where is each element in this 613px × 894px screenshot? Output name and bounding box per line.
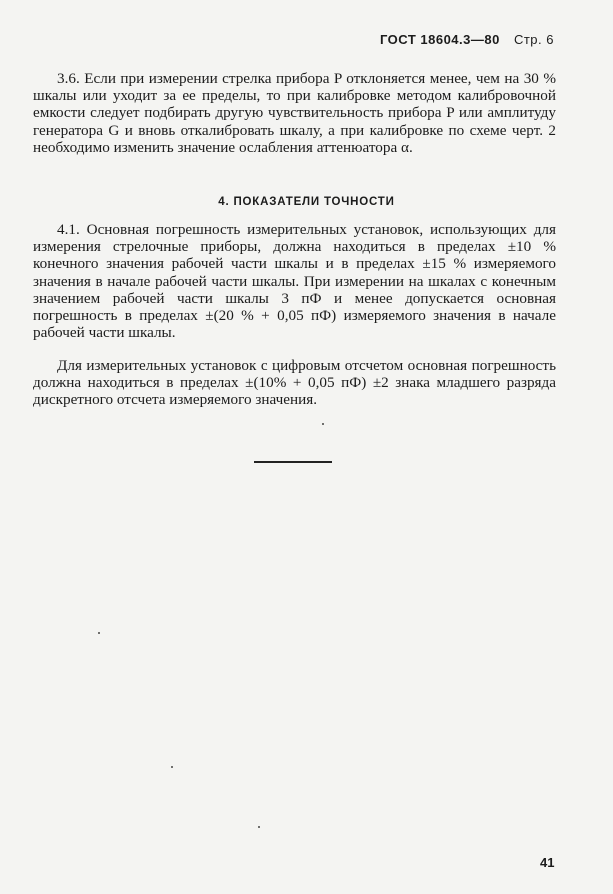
divider-rule — [254, 461, 332, 463]
standard-number: ГОСТ 18604.3—80 — [379, 32, 500, 47]
paragraph-3-6 — [33, 70, 556, 156]
paragraph-4-1-text: 4.1. Основная погрешность измерительных установок, использующих для измерения стрелочные приборы, должна находиться в пределах ±10 % конечного значения рабочей части шкалы и в пределах ±15 % измеряемого значения в начале рабочей части шкалы. При измерении на шкалах с конечным значением рабочей части шкалы 3 пФ и менее допускается основная погрешность в пределах ±(20 % + 0,05 пФ) измеряемого значения в начале рабочей части шкалы. — [33, 221, 556, 342]
paragraph-digital-text: Для измерительных установок с цифровым отсчетом основная погрешность должна находиться в пределах ±(10% + 0,05 пФ) ±2 знака младшего разряда дискретного отсчета измеряемого значения. — [33, 357, 556, 409]
speck-mark — [258, 826, 260, 828]
speck-mark — [98, 632, 100, 634]
section-title: 4. ПОКАЗАТЕЛИ ТОЧНОСТИ — [218, 196, 395, 208]
paragraph-digital — [33, 357, 556, 409]
speck-mark — [322, 423, 324, 425]
page-label: Стр. 6 — [513, 32, 554, 47]
speck-mark — [171, 766, 173, 768]
page-header — [0, 32, 554, 47]
page-number: 41 — [540, 855, 555, 870]
paragraph-3-6-text: 3.6. Если при измерении стрелка прибора P отклоняется менее, чем на 30 % шкалы или уходит за ее пределы, то при калибровке методом калибровочной емкости следует подбирать другую чувствительность прибора P или амплитуду генератора G и вновь откалибровать шкалу, а при калибровке по схеме черт. 2 необходимо изменить значение ослабления аттенюатора α. — [33, 70, 556, 156]
paragraph-4-1 — [33, 221, 556, 341]
